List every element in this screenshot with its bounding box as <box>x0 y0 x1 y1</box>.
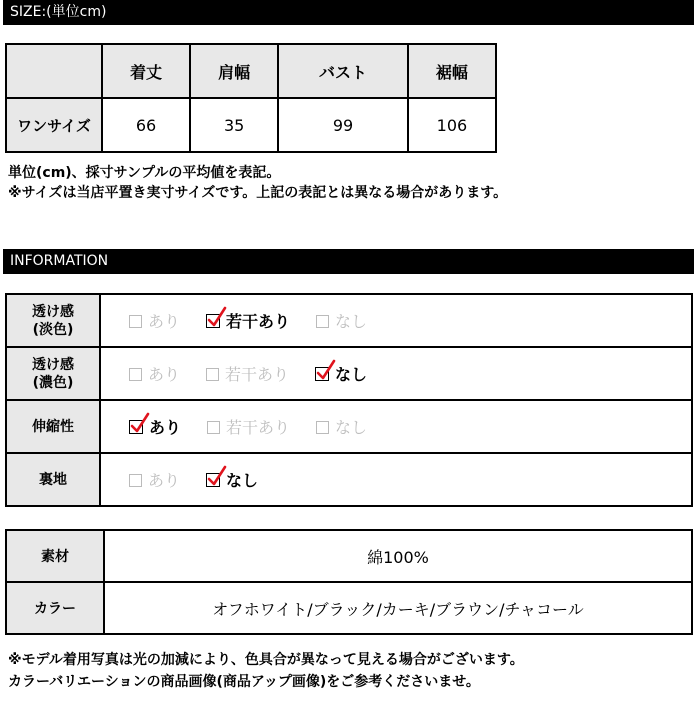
size-value-hem: 106 <box>408 98 496 152</box>
information-row <box>6 294 692 347</box>
size-note-2: ※サイズは当店平置き実寸サイズです。上記の表記とは異なる場合があります。 <box>8 185 508 201</box>
information-row <box>6 453 692 506</box>
checkbox-checked-icon <box>315 367 329 381</box>
size-header-blank <box>6 44 102 98</box>
size-header-shoulder: 肩幅 <box>190 44 278 98</box>
information-row <box>6 347 692 400</box>
option-label: あり <box>148 365 181 384</box>
checkbox-empty-icon <box>129 368 142 381</box>
color-label: カラー <box>6 582 104 634</box>
size-note-1: 単位(cm)、採寸サンプルの平均値を表記。 <box>8 165 281 181</box>
information-row-options <box>100 400 692 453</box>
option-unchecked <box>129 362 180 385</box>
checkbox-checked-icon <box>206 314 220 328</box>
information-row-options <box>100 294 692 347</box>
information-section-title: INFORMATION <box>3 249 694 274</box>
option-label: 若干あり <box>225 365 290 384</box>
option-label: なし <box>335 365 368 384</box>
footer-note-2: カラーバリエーションの商品画像(商品アップ画像)をご参考くださいませ。 <box>8 674 480 690</box>
information-row-options <box>100 347 692 400</box>
size-row-label: ワンサイズ <box>6 98 102 152</box>
option-unchecked <box>316 415 367 438</box>
size-table <box>5 43 497 153</box>
option-label: なし <box>335 312 368 331</box>
size-value-length: 66 <box>102 98 190 152</box>
information-row-label-line1: 裏地 <box>39 471 67 488</box>
information-row <box>6 400 692 453</box>
checkbox-empty-icon <box>316 315 329 328</box>
option-unchecked <box>206 362 289 385</box>
material-value: 綿100% <box>104 530 692 582</box>
option-checked <box>129 415 181 438</box>
option-checked <box>315 362 367 385</box>
information-row-label <box>6 294 100 347</box>
information-row-label <box>6 347 100 400</box>
information-row-label <box>6 400 100 453</box>
option-label: 若干あり <box>226 418 291 437</box>
checkbox-checked-icon <box>206 473 220 487</box>
footer-note-1: ※モデル着用写真は光の加減により、色具合が異なって見える場合がございます。 <box>8 652 524 668</box>
option-label: あり <box>148 471 181 490</box>
color-value: オフホワイト/ブラック/カーキ/ブラウン/チャコール <box>104 582 692 634</box>
option-label: あり <box>149 418 182 437</box>
size-header-bust: バスト <box>278 44 408 98</box>
information-row-label-line2: (淡色) <box>32 321 74 338</box>
option-label: あり <box>148 312 181 331</box>
option-checked <box>206 309 290 332</box>
information-row-label-line1: 透け感 <box>32 356 74 373</box>
information-row-label-line1: 透け感 <box>32 303 74 320</box>
information-row-label <box>6 453 100 506</box>
option-label: 若干あり <box>226 312 291 331</box>
checkbox-empty-icon <box>316 421 329 434</box>
option-label: なし <box>226 471 259 490</box>
size-value-shoulder: 35 <box>190 98 278 152</box>
checkbox-empty-icon <box>129 474 142 487</box>
size-section-title: SIZE:(単位cm) <box>3 0 694 25</box>
information-row-options <box>100 453 692 506</box>
checkbox-empty-icon <box>206 368 219 381</box>
size-header-hem: 裾幅 <box>408 44 496 98</box>
size-value-bust: 99 <box>278 98 408 152</box>
material-table <box>5 529 693 635</box>
option-unchecked <box>316 309 367 332</box>
checkbox-empty-icon <box>129 315 142 328</box>
option-label: なし <box>335 418 368 437</box>
information-row-label-line2: (濃色) <box>32 374 74 391</box>
material-label: 素材 <box>6 530 104 582</box>
option-unchecked <box>129 309 180 332</box>
option-checked <box>206 468 258 491</box>
information-table <box>5 293 693 507</box>
option-unchecked <box>207 415 290 438</box>
option-unchecked <box>129 468 180 491</box>
size-header-length: 着丈 <box>102 44 190 98</box>
information-row-label-line1: 伸縮性 <box>32 418 74 435</box>
checkbox-empty-icon <box>207 421 220 434</box>
checkbox-checked-icon <box>129 420 143 434</box>
